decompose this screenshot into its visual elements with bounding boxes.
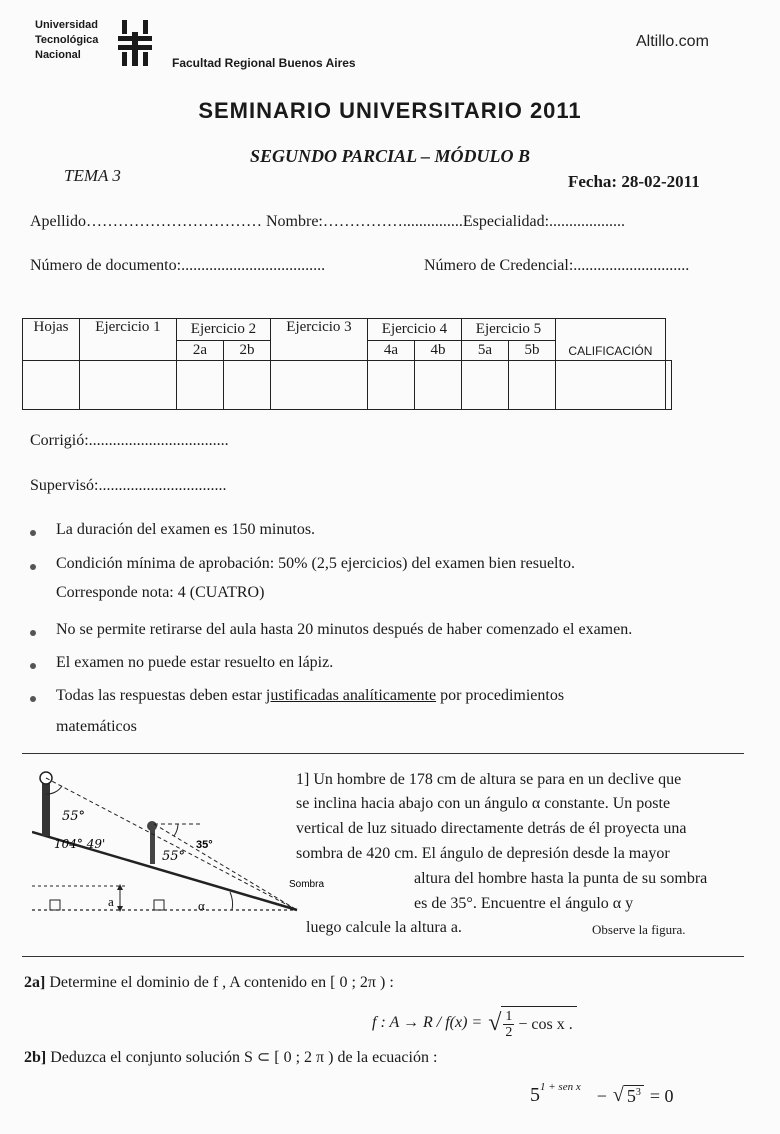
table-cell [415, 361, 462, 410]
bullet-icon [30, 530, 36, 536]
table-sub-5a: 5a [462, 341, 509, 361]
table-sub-2b: 2b [224, 341, 271, 361]
credential-field: Número de Credencial:............................. [424, 257, 690, 274]
university-name: Universidad Tecnológica Nacional [35, 19, 99, 61]
tema-label: TEMA 3 [64, 166, 121, 185]
fraction: 1 2 [505, 1009, 513, 1040]
page-title: SEMINARIO UNIVERSITARIO 2011 [198, 98, 582, 123]
corrigio-field: Corrigió:................................... [30, 432, 229, 449]
rule-approval: Condición mínima de aprobación: 50% (2,5 ejercicios) del examen bien resuelto. [56, 555, 575, 572]
table-cell [271, 361, 368, 410]
problem1-line6: es de 35°. Encuentre el ángulo α y [414, 895, 634, 912]
bullet-icon [30, 696, 36, 702]
table-header-ej2: Ejercicio 2 [177, 319, 271, 341]
rule-justify: Todas las respuestas deben estar justificadas analíticamente por procedimientos [56, 687, 565, 704]
bullet-icon [30, 663, 36, 669]
divider [22, 753, 744, 754]
sqrt-icon: √ [488, 1009, 502, 1036]
table-cell [462, 361, 509, 410]
table-header-ej4: Ejercicio 4 [368, 319, 462, 341]
utn-logo-icon [118, 18, 152, 68]
grade-table [22, 318, 672, 410]
table-cell [509, 361, 556, 410]
fig-alpha: α [198, 898, 205, 913]
name-fields: Apellido…………………………… Nombre:……………...............Especialidad:................... [30, 213, 626, 230]
slope-figure [32, 764, 332, 924]
problem2a: 2a] Determine el dominio de f , A contenido en [ 0 ; 2π ) : [24, 974, 394, 991]
table-header-blank [556, 319, 666, 341]
problem1-line1: 1] Un hombre de 178 cm de altura se para en un declive que [296, 771, 682, 788]
bullet-icon [30, 630, 36, 636]
table-cell [665, 361, 671, 410]
problem2b-equation: 5 $^{1 + sen x}$ − √ $5^3$ = 0 [530, 1081, 674, 1106]
table-header-ej5: Ejercicio 5 [462, 319, 556, 341]
table-sub-5b: 5b [509, 341, 556, 361]
table-sub-4a: 4a [368, 341, 415, 361]
fig-a: a [108, 894, 114, 909]
table-sub-4b: 4b [415, 341, 462, 361]
fig-angle-35: 35° [196, 839, 213, 851]
problem1-line5: altura del hombre hasta la punta de su sombra [414, 870, 708, 887]
table-header-hojas: Hojas [23, 319, 80, 361]
table-cell [80, 361, 177, 410]
problem1-line3: vertical de luz situado directamente detrás de él proyecta una [296, 820, 687, 837]
table-cell [23, 361, 80, 410]
problem1-observe: Observe la figura. [592, 922, 686, 937]
rule-leave: No se permite retirarse del aula hasta 20 minutos después de haber comenzado el examen. [56, 621, 633, 638]
problem1-line4: sombra de 420 cm. El ángulo de depresión desde la mayor [296, 845, 670, 862]
fig-sombra: Sombra [288, 879, 324, 890]
rule-justify-cont: matemáticos [56, 718, 137, 735]
table-cell [368, 361, 415, 410]
sqrt-expression: √ 1 2 − cos x . [488, 1006, 577, 1040]
exam-date: Fecha: 28-02-2011 [568, 172, 700, 191]
table-sub-2a: 2a [177, 341, 224, 361]
sqrt-icon: √ [612, 1084, 624, 1106]
fig-angle-55b: 55° [162, 849, 186, 864]
exam-subtitle: SEGUNDO PARCIAL – MÓDULO B [249, 146, 531, 166]
superviso-field: Supervisó:................................ [30, 477, 227, 494]
table-header-ej3: Ejercicio 3 [271, 319, 368, 361]
rule-grade: Corresponde nota: 4 (CUATRO) [56, 584, 265, 601]
problem1-line7: luego calcule la altura a. [306, 919, 462, 936]
faculty-name: Facultad Regional Buenos Aires [172, 56, 356, 70]
sqrt-expression: √ $5^3$ [613, 1084, 644, 1107]
divider [22, 956, 744, 957]
fig-angle-104: 104° 49' [54, 837, 106, 851]
document-field: Número de documento:.................................... [30, 257, 326, 274]
problem2a-formula: f : A → R / f(x) = √ 1 2 − cos x . [372, 1006, 577, 1040]
rule-duration: La duración del examen es 150 minutos. [56, 521, 316, 538]
rule-pencil: El examen no puede estar resuelto en lápiz. [56, 654, 334, 671]
bullet-icon [30, 564, 36, 570]
problem2b: 2b] Deduzca el conjunto solución S ⊂ [ 0 ; 2 π ) de la ecuación : [24, 1049, 438, 1066]
watermark: Altillo.com [636, 33, 709, 50]
table-cell [177, 361, 224, 410]
fig-angle-55a: 55° [62, 809, 86, 824]
problem1-line2: se inclina hacia abajo con un ángulo α constante. Un poste [296, 795, 671, 812]
table-header-ej1: Ejercicio 1 [80, 319, 177, 361]
table-cell [224, 361, 271, 410]
table-header-calificacion: CALIFICACIÓN [556, 341, 666, 361]
table-cell [556, 361, 666, 410]
